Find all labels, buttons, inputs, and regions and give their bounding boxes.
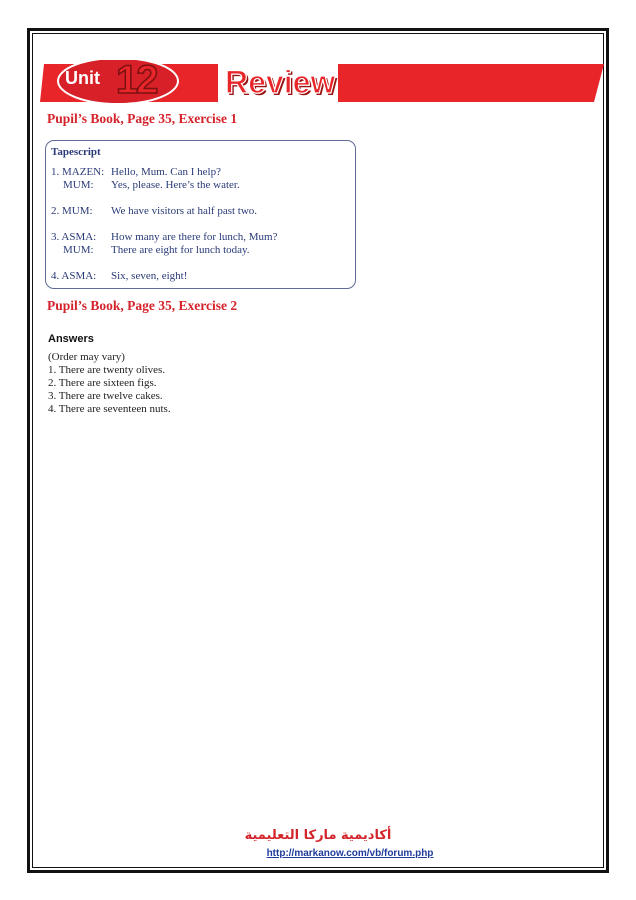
speaker: 4. ASMA: xyxy=(51,270,97,282)
answers-heading: Answers xyxy=(48,333,94,345)
exercise-1-title: Pupil’s Book, Page 35, Exercise 1 xyxy=(47,111,238,126)
tapescript-heading: Tapescript xyxy=(51,146,101,158)
answer-item: 2. There are sixteen figs. xyxy=(48,377,157,389)
speaker: MUM: xyxy=(63,179,94,191)
answer-item: 3. There are twelve cakes. xyxy=(48,390,163,402)
answer-item: 1. There are twenty olives. xyxy=(48,364,166,376)
dialogue-text: We have visitors at half past two. xyxy=(111,205,258,217)
speaker: 2. MUM: xyxy=(51,205,93,217)
answers-note: (Order may vary) xyxy=(48,351,125,363)
dialogue-text: How many are there for lunch, Mum? xyxy=(111,231,278,243)
speaker: 3. ASMA: xyxy=(51,231,97,243)
page-title: Review xyxy=(225,64,336,100)
exercise-2-title: Pupil’s Book, Page 35, Exercise 2 xyxy=(47,298,238,313)
dialogue-text: There are eight for lunch today. xyxy=(111,244,250,256)
footer-forum-link[interactable]: http://markanow.com/vb/forum.php xyxy=(266,848,434,859)
unit-label: Unit xyxy=(65,68,100,88)
speaker: 1. MAZEN: xyxy=(51,166,105,178)
speaker: MUM: xyxy=(63,244,94,256)
dialogue-text: Hello, Mum. Can I help? xyxy=(111,166,221,178)
dialogue-text: Yes, please. Here’s the water. xyxy=(111,179,240,191)
footer-academy-name: أكاديمية ماركا التعليمية xyxy=(244,828,392,843)
unit-number: 12 xyxy=(116,58,157,102)
dialogue-text: Six, seven, eight! xyxy=(111,270,188,282)
answer-item: 4. There are seventeen nuts. xyxy=(48,403,171,415)
